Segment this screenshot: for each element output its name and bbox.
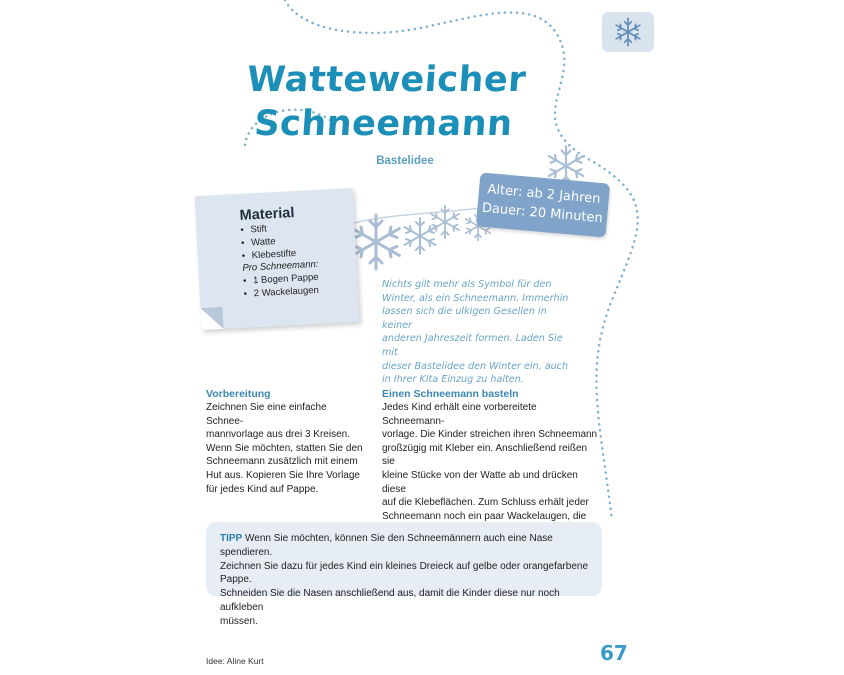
per-snowman-label: Pro Schneemann: bbox=[242, 259, 319, 275]
tipp-first-line bbox=[220, 532, 590, 560]
text-line: Schneiden Sie die Nasen anschließend aus, damit die Kinder diese nur noch aufkleben bbox=[220, 588, 560, 613]
material-card bbox=[195, 188, 360, 330]
section-body bbox=[206, 401, 364, 496]
list-item: • Klebestifte bbox=[242, 246, 319, 263]
material-content bbox=[239, 204, 320, 302]
section-heading: Vorbereitung bbox=[206, 388, 271, 400]
text-line: Nichts gilt mehr als Symbol für den bbox=[382, 279, 552, 290]
snowflake-icon bbox=[431, 206, 459, 238]
tipp-label: TIPP bbox=[220, 533, 243, 544]
list-item: • Stift bbox=[240, 221, 317, 238]
card-fold bbox=[200, 307, 223, 330]
text-line: Hut aus. Kopieren Sie Ihre Vorlage bbox=[206, 469, 360, 481]
text-line: vorlage. Die Kinder streichen ihren Schneemann bbox=[382, 429, 598, 441]
duration-label: Dauer: 20 Minuten bbox=[481, 200, 604, 227]
vorbereitung-section bbox=[206, 388, 364, 496]
text-line: Winter, als ein Schneemann. Immerhin bbox=[382, 292, 569, 304]
corner-snowflake-icon bbox=[611, 15, 645, 49]
text-line: lassen sich die ulkigen Gesellen in keiner bbox=[382, 306, 547, 331]
page-subtitle: Bastelidee bbox=[376, 155, 434, 167]
age-label: Alter: ab 2 Jahren bbox=[486, 182, 602, 207]
title-line-1: Watteweicher bbox=[245, 60, 528, 100]
snowflake-icon bbox=[353, 215, 400, 269]
section-body bbox=[382, 401, 598, 537]
text-line: Jedes Kind erhält eine vorbereitete Schneemann- bbox=[382, 402, 537, 427]
text-line: Schneemann noch ein paar Wackelaugen, die bbox=[382, 510, 587, 522]
material-heading: Material bbox=[239, 205, 295, 224]
text-line: Wenn Sie möchten, statten Sie den bbox=[206, 442, 363, 454]
text-line: Zeichnen Sie dazu für jedes Kind ein kleines Dreieck auf gelbe oder orangefarbene Pappe. bbox=[220, 560, 589, 586]
basteln-section bbox=[382, 388, 598, 537]
text-line: kleine Stücke von der Watte ab und drücken diese bbox=[382, 469, 578, 495]
text-line: großzügig mit Kleber ein. Anschließend reißen sie bbox=[382, 442, 588, 468]
tipp-box bbox=[206, 522, 602, 627]
text-line: Zeichnen Sie eine einfache Schnee- bbox=[206, 402, 327, 427]
text-line: anderen Jahreszeit formen. Laden Sie mit bbox=[382, 333, 563, 358]
section-heading: Einen Schneemann basteln bbox=[382, 388, 519, 400]
text-line: Schneemann zusätzlich mit einem bbox=[206, 456, 358, 468]
material-list bbox=[240, 221, 320, 302]
text-line: müssen. bbox=[220, 615, 258, 627]
title-line-2: Schneemann bbox=[252, 104, 514, 144]
tipp-text: Wenn Sie möchten, können Sie den Schneemännern auch eine Nase spendieren. bbox=[220, 533, 553, 558]
text-line: auf die Klebeflächen. Zum Schluss erhält jeder bbox=[382, 497, 589, 509]
list-item: • 2 Wackelaugen bbox=[244, 285, 321, 302]
list-item: • 1 Bogen Pappe bbox=[243, 272, 320, 289]
snowflake-icon bbox=[404, 218, 435, 254]
page-number: 67 bbox=[600, 641, 628, 665]
text-line: dieser Bastelidee den Winter ein, auch bbox=[382, 360, 569, 372]
page-title bbox=[217, 58, 553, 146]
text-line: mannvorlage aus drei 3 Kreisen. bbox=[206, 429, 350, 441]
list-item: • Watte bbox=[241, 234, 318, 251]
text-line: für jedes Kind auf Pappe. bbox=[206, 483, 319, 495]
intro-text bbox=[382, 278, 572, 387]
text-line: in Ihrer Kita Einzug zu halten. bbox=[382, 374, 524, 386]
corner-tab bbox=[602, 12, 654, 52]
idea-credit: Idee: Aline Kurt bbox=[206, 656, 264, 666]
age-duration-badge bbox=[476, 172, 610, 237]
